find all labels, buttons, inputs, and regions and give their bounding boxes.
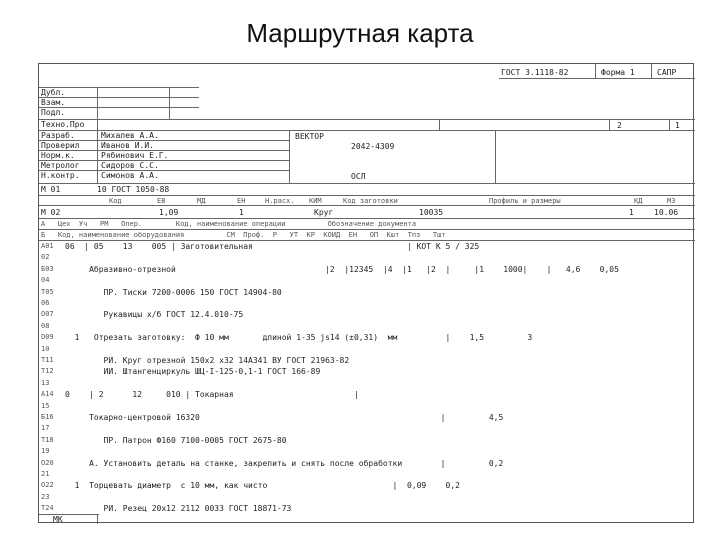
stamp-label: Дубл. — [41, 88, 66, 97]
mat-kd: 1 — [629, 208, 634, 217]
m02-label: М 02 — [41, 208, 61, 217]
stamp-label: Проверил — [41, 141, 80, 150]
row-code: 06 — [41, 299, 50, 307]
route-card-sheet — [38, 63, 694, 523]
header-a-row: А Цех Уч РМ Опер. Код, наименование операции Обозначение документа — [41, 220, 417, 228]
sheet-count: 2 — [617, 121, 622, 130]
row-code: А01 — [41, 242, 54, 250]
row-code: О07 — [41, 310, 54, 319]
row-text: РИ. Круг отрезной 150х2 х32 14А341 ВУ ГОСТ 21963-82 — [65, 356, 350, 365]
material-column-header: КИМ — [309, 197, 322, 205]
sapr-label: САПР — [657, 68, 677, 77]
mat-zag: Круг — [314, 208, 334, 217]
mat-mz: 10.06 — [654, 208, 679, 217]
row-text: 1 Отрезать заготовку: Ф 10 мм длиной 1-35 js14 (±0,31) мм | 1,5 3 — [65, 333, 533, 343]
material-column-header: Код заготовки — [343, 197, 398, 205]
row-code: 08 — [41, 321, 50, 330]
row-text: РИ. Резец 20х12 2112 0033 ГОСТ 18871-73 — [65, 504, 292, 514]
form-label: Форма 1 — [601, 68, 635, 77]
doc-number: 2042-4309 — [351, 142, 395, 151]
material-column-header: ЕН — [237, 197, 246, 205]
row-text: 1 Торцевать диаметр с 10 мм, как чисто | 0,09 0,2 — [65, 481, 460, 491]
material-column-header: Код — [109, 197, 122, 205]
row-code: Т12 — [41, 367, 54, 376]
stamp-value: Симонов А.А. — [101, 171, 159, 180]
row-text: ПР. Тиски 7200-0006 150 ГОСТ 14904-80 — [65, 287, 282, 297]
row-code: 10 — [41, 344, 50, 353]
row-code: 17 — [41, 424, 50, 433]
organization: ВЕКТОР — [295, 132, 324, 141]
material-column-header: МД — [197, 197, 206, 205]
header-b-row: Б Код, наименование оборудования СМ Проф. Р УТ КР КОИД ЕН ОП Кшт Тпз Тшт — [41, 231, 446, 239]
row-text: Токарно-центровой 16320 | 4,5 — [65, 413, 504, 422]
row-text: 0 | 2 12 010 | Токарная | — [65, 390, 359, 400]
mat-md: 1,09 — [159, 208, 179, 217]
material-column-header: ЕВ — [157, 197, 166, 205]
stamp-value: Иванов И.И. — [101, 141, 154, 150]
stamp-label: Взам. — [41, 98, 66, 107]
row-code: Т05 — [41, 287, 54, 296]
stamp-label: Разраб. — [41, 131, 75, 140]
row-code: А14 — [41, 390, 54, 399]
mat-razm: 10035 — [419, 208, 444, 217]
part-code: ОСЛ — [351, 172, 366, 181]
stamp-value: Сидоров С.С. — [101, 161, 159, 170]
row-code: Б03 — [41, 264, 54, 273]
row-text: А. Установить деталь на станке, закрепить и снять после обработки | 0,2 — [65, 458, 504, 468]
row-text: ИИ. Штангенциркуль ШЦ-I-125-0,1-1 ГОСТ 166-89 — [65, 367, 321, 377]
material-column-header: МЗ — [667, 197, 676, 205]
row-text: ПР. Патрон Ф160 7100-0005 ГОСТ 2675-80 — [65, 435, 287, 445]
row-code: 04 — [41, 276, 50, 285]
material-value: 10 ГОСТ 1050-88 — [97, 185, 170, 194]
row-text: Рукавицы х/б ГОСТ 12.4.010-75 — [65, 310, 244, 320]
row-code: 15 — [41, 401, 50, 410]
stamp-label: Н.контр. — [41, 171, 80, 180]
stamp-label: Норм.к. — [41, 151, 75, 160]
material-column-header: Н.расх. — [265, 197, 295, 205]
gost-label: ГОСТ 3.1118-82 — [501, 68, 569, 77]
material-label: М 01 — [41, 185, 61, 194]
row-code: О09 — [41, 333, 54, 342]
row-code: О20 — [41, 458, 54, 467]
row-code: Т18 — [41, 435, 54, 444]
footer-label: МК — [53, 515, 63, 524]
material-column-header: КД — [634, 197, 643, 205]
stamp-value: Рябинович Е.Г. — [101, 151, 169, 160]
row-text: Абразивно-отрезной |2 |12345 |4 |1 |2 | |1 1000| | 4,6 0,05 — [65, 264, 619, 274]
row-code: Т11 — [41, 356, 54, 364]
row-code: Б16 — [41, 413, 54, 421]
stamp-value: Михалев А.А. — [101, 131, 159, 140]
slide-title: Маршрутная карта — [246, 18, 474, 48]
material-column-header: Профиль и размеры — [489, 197, 561, 205]
row-code: 19 — [41, 447, 50, 456]
row-code: Т24 — [41, 504, 54, 513]
mat-eh: 1 — [239, 208, 244, 217]
row-code: 21 — [41, 470, 50, 478]
row-code: 02 — [41, 253, 50, 262]
row-code: 23 — [41, 492, 50, 501]
row-code: О22 — [41, 481, 54, 490]
stamp-label: Подл. — [41, 108, 66, 117]
row-code: 13 — [41, 378, 50, 387]
row-text: 06 | 05 13 005 | Заготовительная | КОТ К 5 / 325 — [65, 242, 480, 251]
sheet-number: 1 — [675, 121, 680, 130]
stamp-label: Метролог — [41, 161, 80, 170]
stamp-label: Техно.Про — [41, 120, 85, 129]
